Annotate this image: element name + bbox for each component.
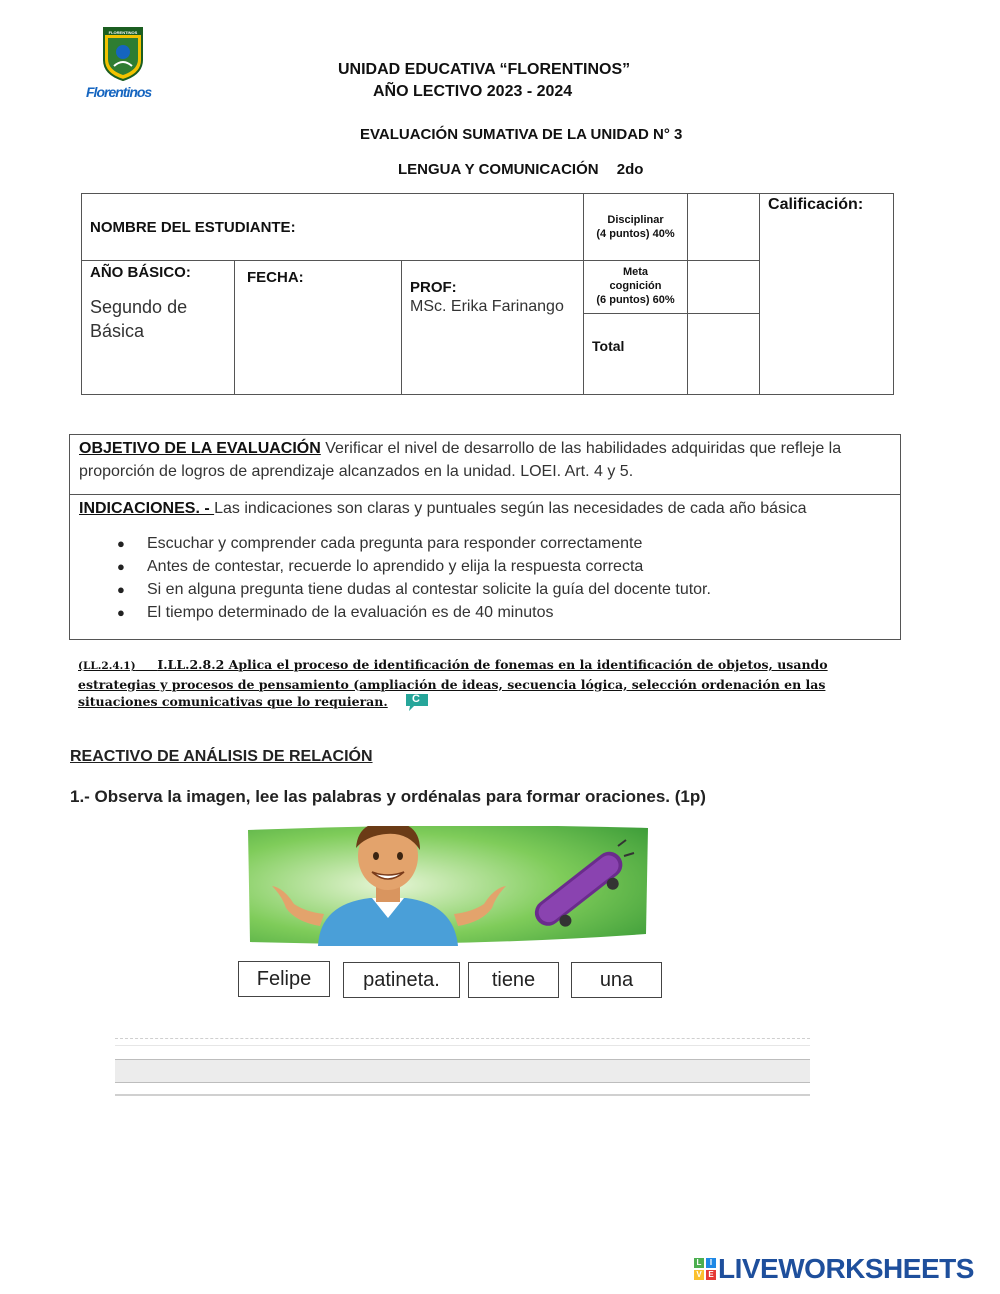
question-text: 1.- Observa la imagen, lee las palabras y ordénalas para formar oraciones. (1p) — [70, 787, 706, 806]
meta-points: (6 puntos) 60% — [596, 294, 675, 306]
badge-letter-v: V — [694, 1270, 704, 1280]
disciplinar-cell — [584, 194, 688, 261]
student-name-label: NOMBRE DEL ESTUDIANTE: — [90, 218, 296, 236]
total-score-cell[interactable] — [688, 314, 760, 395]
year-value: Segundo de Básica — [90, 297, 188, 341]
date-label: FECHA: — [247, 269, 304, 286]
meta-cell — [584, 261, 688, 314]
boy-skateboard-image — [248, 826, 648, 946]
logo-wordmark: Florentinos — [86, 84, 152, 100]
indications-list — [79, 532, 891, 624]
word-box-tiene[interactable]: tiene — [468, 962, 559, 998]
school-name: UNIDAD EDUCATIVA “FLORENTINOS” — [338, 61, 631, 78]
badge-letter-l: L — [694, 1258, 704, 1268]
total-cell — [584, 314, 688, 395]
year-cell — [82, 261, 235, 395]
list-item: ● Antes de contestar, recuerde lo aprendido y elija la respuesta correcta — [117, 555, 891, 578]
subject-name: LENGUA Y COMUNICACIÓN — [398, 161, 599, 178]
section-title: REACTIVO DE ANÁLISIS DE RELACIÓN — [70, 748, 373, 765]
skill-code: (LL.2.4.1) — [78, 660, 136, 672]
student-name-cell[interactable] — [82, 194, 584, 261]
badge-letter-i: I — [706, 1258, 716, 1268]
prof-value: MSc. Erika Farinango — [410, 298, 564, 315]
subject-line — [398, 161, 643, 178]
list-item: ● El tiempo determinado de la evaluación es de 40 minutos — [117, 601, 891, 624]
grade-cell[interactable] — [760, 194, 894, 395]
logo-banner: FLORENTINOS — [108, 30, 138, 35]
disciplinar-label: Disciplinar — [607, 214, 664, 226]
evaluation-title: EVALUACIÓN SUMATIVA DE LA UNIDAD N° 3 — [360, 126, 683, 143]
prof-cell — [402, 261, 584, 395]
list-item: ● Escuchar y comprender cada pregunta para responder correctamente — [117, 532, 891, 555]
grade-name: 2do — [616, 161, 644, 178]
year-label: AÑO BÁSICO: — [90, 264, 191, 281]
objective-label: OBJETIVO DE LA EVALUACIÓN — [79, 440, 321, 457]
indications-row — [70, 495, 900, 626]
disciplinar-score-cell[interactable] — [688, 194, 760, 261]
list-item: ● Si en alguna pregunta tiene dudas al contestar solicite la guía del docente tutor. — [117, 578, 891, 601]
boy-skateboard-illustration — [248, 826, 648, 946]
skill-text: I.LL.2.8.2 Aplica el proceso de identificación de fonemas en la identificación de objetos, usando estrategias y procesos de pensamiento (ampliación de ideas, secuencia lógica, selección ordenación en las situaciones comunicativas que lo requieran. — [78, 657, 828, 709]
objective-box — [69, 434, 901, 640]
date-cell[interactable] — [235, 261, 402, 395]
indications-text: Las indicaciones son claras y puntuales según las necesidades de cada año básica — [214, 500, 807, 517]
speech-bubble-icon[interactable] — [404, 692, 430, 712]
school-logo — [84, 24, 158, 104]
answer-line-top[interactable] — [115, 1038, 810, 1046]
skill-criterion — [78, 656, 893, 711]
brand-name: LIVEWORKSHEETS — [718, 1253, 974, 1284]
word-box-patineta[interactable]: patineta. — [343, 962, 460, 998]
live-badge-icon — [694, 1258, 716, 1280]
word-box-una[interactable]: una — [571, 962, 662, 998]
speech-bubble-letter: C — [412, 693, 420, 705]
badge-letter-e: E — [706, 1270, 716, 1280]
answer-line-middle[interactable] — [115, 1059, 810, 1083]
answer-line-bottom[interactable] — [115, 1094, 810, 1099]
indications-label: INDICACIONES. - — [79, 500, 215, 517]
grade-label: Calificación: — [768, 196, 864, 213]
meta-score-cell[interactable] — [688, 261, 760, 314]
objective-row — [70, 435, 900, 495]
student-info-table — [81, 193, 894, 395]
total-label: Total — [592, 338, 625, 354]
disciplinar-points: (4 puntos) 40% — [596, 228, 675, 240]
school-year: AÑO LECTIVO 2023 - 2024 — [373, 83, 573, 100]
objective-text: Verificar el nivel de desarrollo de las habilidades adquiridas que refleje la proporción de logros de aprendizaje alcanzados en la unidad. LOEI. Art. 4 y 5. — [79, 440, 842, 480]
meta-label: Meta cognición — [609, 266, 662, 292]
prof-label: PROF: — [410, 279, 457, 296]
word-box-felipe[interactable]: Felipe — [238, 961, 330, 997]
